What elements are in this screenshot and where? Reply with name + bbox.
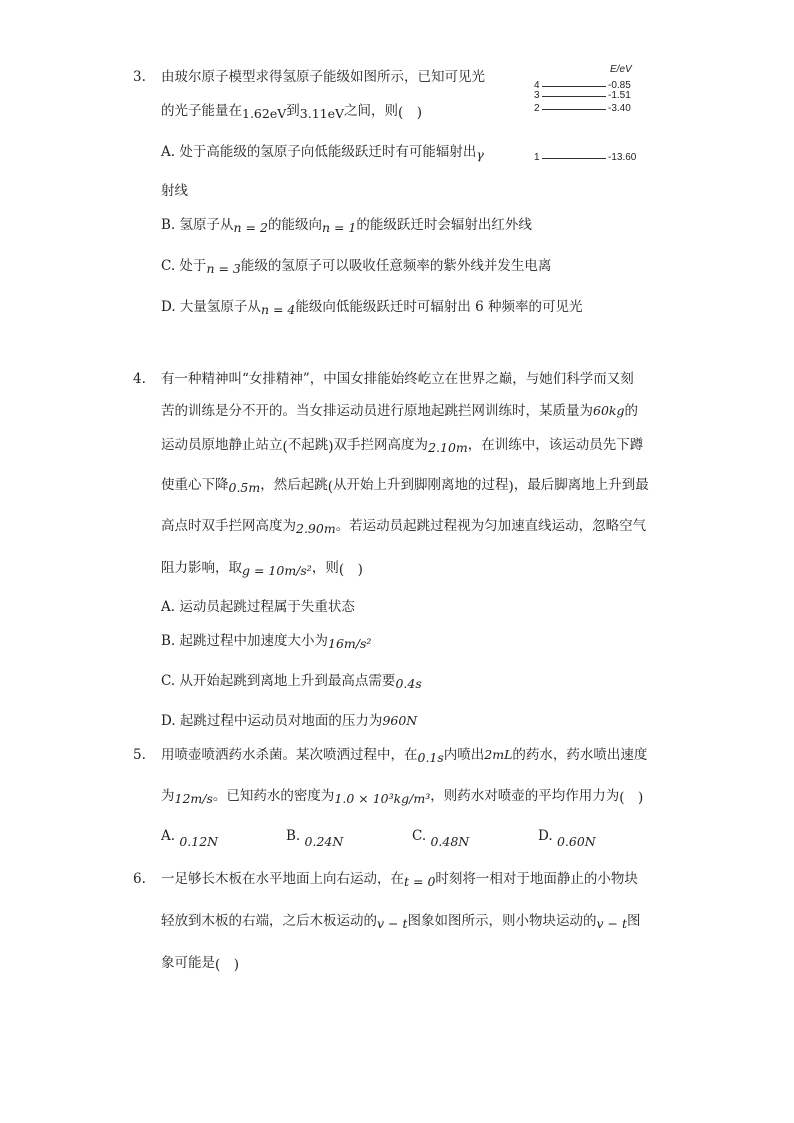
q4-stem-line3: 运动员原地静止站立(不起跳)双手拦网高度为2.10m，在训练中，该运动员先下蹲 [161, 437, 644, 455]
q3-energy-high: 3.11eV [299, 106, 345, 121]
level-4-label: 4 [534, 80, 540, 91]
level-2-label: 2 [534, 103, 540, 114]
q4-option-c: C. 从开始起跳到离地上升到最高点需要0.4s [161, 673, 422, 691]
level-1-value: -13.60 [608, 152, 637, 163]
q3-energy-low: 1.62eV [242, 106, 287, 121]
q4-stem-line2: 苦的训练是分不开的。当女排运动员进行原地起跳拦网训练时，某质量为60kg的 [161, 403, 638, 419]
q3-stem-line2: 的光子能量在1.62eV到3.11eV之间，则( ) [161, 103, 423, 121]
q3-answer-paren: ( ) [398, 105, 423, 121]
q5-choice-a: A. 0.12N [161, 828, 219, 849]
q3-option-c: C. 处于n = 3能级的氢原子可以吸收任意频率的紫外线并发生电离 [161, 258, 552, 276]
q3-option-b: B. 氢原子从n = 2的能级向n = 1的能级跃迁时会辐射出红外线 [161, 217, 532, 235]
level-1-label: 1 [534, 152, 540, 163]
q5-choice-b: B. 0.24N [286, 828, 344, 849]
level-1-line [542, 158, 606, 159]
energy-axis-label: E/eV [610, 64, 632, 75]
q4-option-d: D. 起跳过程中运动员对地面的压力为960N [161, 713, 418, 729]
level-2-line [542, 109, 606, 110]
q6-stem-line1: 一足够长木板在水平地面上向右运动，在t = 0时刻将一相对于地面静止的小物块 [161, 871, 638, 889]
level-3-line [542, 96, 606, 97]
level-3-label: 3 [534, 90, 540, 101]
q5-stem-line2: 为12m/s。已知药水的密度为1.0 × 10³kg/m³，则药水对喷壶的平均作用力为( ) [161, 788, 644, 806]
q4-stem-line5: 高点时双手拦网高度为2.90m。若运动员起跳过程视为匀加速直线运动，忽略空气 [161, 518, 647, 536]
q4-stem-line4: 使重心下降0.5m，然后起跳(从开始上升到脚刚离地的过程)，最后脚离地上升到最 [161, 477, 649, 495]
q6-answer-paren: ( ) [215, 957, 240, 973]
q4-option-a: A. 运动员起跳过程属于失重状态 [161, 599, 355, 615]
q5-number: 5. [133, 747, 146, 763]
q6-stem-line2: 轻放到木板的右端，之后木板运动的v − t图象如图所示，则小物块运动的v − t图 [161, 913, 641, 931]
q6-number: 6. [133, 871, 146, 887]
level-4-line [542, 86, 606, 87]
q3-option-a: A. 处于高能级的氢原子向低能级跃迁时有可能辐射出γ [161, 144, 484, 162]
q4-stem-line6: 阻力影响，取g = 10m/s²，则( ) [161, 560, 363, 578]
level-2-value: -3.40 [608, 103, 631, 114]
q4-stem-line1: 有一种精神叫“女排精神”，中国女排能始终屹立在世界之巅，与她们科学而又刻 [161, 371, 634, 387]
q5-choice-d: D. 0.60N [538, 828, 596, 849]
energy-level-diagram [528, 64, 658, 174]
q4-number: 4. [133, 371, 146, 387]
level-4-value: -0.85 [608, 80, 631, 91]
q4-option-b: B. 起跳过程中加速度大小为16m/s² [161, 633, 372, 651]
q5-choice-c: C. 0.48N [412, 828, 470, 849]
level-3-value: -1.51 [608, 90, 631, 101]
q3-stem-line1: 由玻尔原子模型求得氢原子能级如图所示，已知可见光 [161, 69, 485, 85]
q3-option-a-cont: 射线 [161, 183, 188, 199]
q3-number: 3. [133, 69, 146, 85]
q5-answer-paren: ( ) [619, 790, 644, 806]
q3-option-d: D. 大量氢原子从n = 4能级向低能级跃迁时可辐射出 6 种频率的可见光 [161, 299, 583, 317]
q5-stem-line1: 用喷壶喷洒药水杀菌。某次喷洒过程中，在0.1s内喷出2mL的药水，药水喷出速度 [161, 747, 648, 765]
q6-stem-line3: 象可能是( ) [161, 955, 240, 973]
q4-answer-paren: ( ) [338, 562, 363, 578]
